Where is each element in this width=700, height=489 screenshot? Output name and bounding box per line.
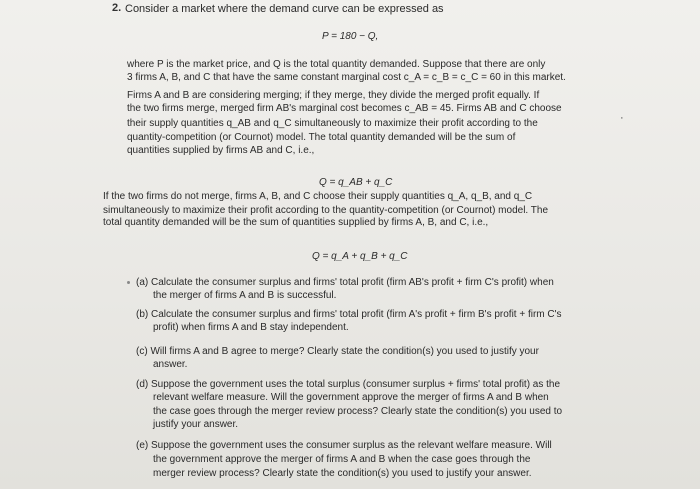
- para1-line: quantities supplied by firms AB and C, i.e.,: [127, 145, 315, 156]
- para1-line: 3 firms A, B, and C that have the same constant marginal cost c_A = c_B = c_C = 60 in this market.: [127, 72, 566, 83]
- para1-line: where P is the market price, and Q is the total quantity demanded. Suppose that there are only: [127, 59, 546, 70]
- para1-line: their supply quantities q_AB and q_C simultaneously to maximize their profit according to the: [127, 118, 538, 129]
- question-line: justify your answer.: [153, 419, 239, 430]
- question-number: 2.: [112, 2, 122, 14]
- stray-mark-icon: ·: [620, 112, 624, 124]
- demand-equation: P = 180 − Q,: [322, 31, 379, 42]
- bullet-icon: [127, 281, 130, 284]
- question-line: the government approve the merger of firms A and B when the case goes through the: [153, 454, 531, 465]
- question-line: the case goes through the merger review process? Clearly state the condition(s) you used to: [153, 406, 563, 417]
- para2-line: simultaneously to maximize their profit according to the quantity-competition (or Cournot) model. The: [103, 205, 549, 216]
- merged-quantity-equation: Q = q_AB + q_C: [319, 177, 393, 188]
- para1-line: Firms A and B are considering merging; if they merge, they divide the merged profit equally. If: [127, 90, 540, 101]
- question-title: Consider a market where the demand curve can be expressed as: [125, 3, 444, 15]
- para2-line: If the two firms do not merge, firms A, B, and C choose their supply quantities q_A, q_B, and q_C: [103, 191, 533, 202]
- question-line: (a) Calculate the consumer surplus and firms' total profit (firm AB's profit + firm C's profit) when: [136, 277, 554, 288]
- question-line: merger review process? Clearly state the condition(s) you used to justify your answer.: [153, 468, 532, 479]
- question-line: (d) Suppose the government uses the total surplus (consumer surplus + firms' total profit) as the: [136, 379, 561, 390]
- independent-quantity-equation: Q = q_A + q_B + q_C: [312, 251, 408, 262]
- question-line: the merger of firms A and B is successful.: [153, 290, 337, 301]
- question-line: answer.: [153, 359, 188, 370]
- question-line: (b) Calculate the consumer surplus and firms' total profit (firm A's profit + firm B's profit + firm C's: [136, 309, 562, 320]
- para2-line: total quantity demanded will be the sum of quantities supplied by firms A, B, and C, i.e.,: [103, 217, 489, 228]
- para1-line: quantity-competition (or Cournot) model. The total quantity demanded will be the sum of: [127, 132, 516, 143]
- para1-line: the two firms merge, merged firm AB's marginal cost becomes c_AB = 45. Firms AB and C choose: [127, 103, 562, 114]
- question-line: (e) Suppose the government uses the consumer surplus as the relevant welfare measure. Will: [136, 440, 552, 451]
- question-line: (c) Will firms A and B agree to merge? Clearly state the condition(s) you used to justify your: [136, 346, 539, 357]
- question-line: profit) when firms A and B stay independent.: [153, 322, 349, 333]
- question-line: relevant welfare measure. Will the government approve the merger of firms A and B when: [153, 392, 549, 403]
